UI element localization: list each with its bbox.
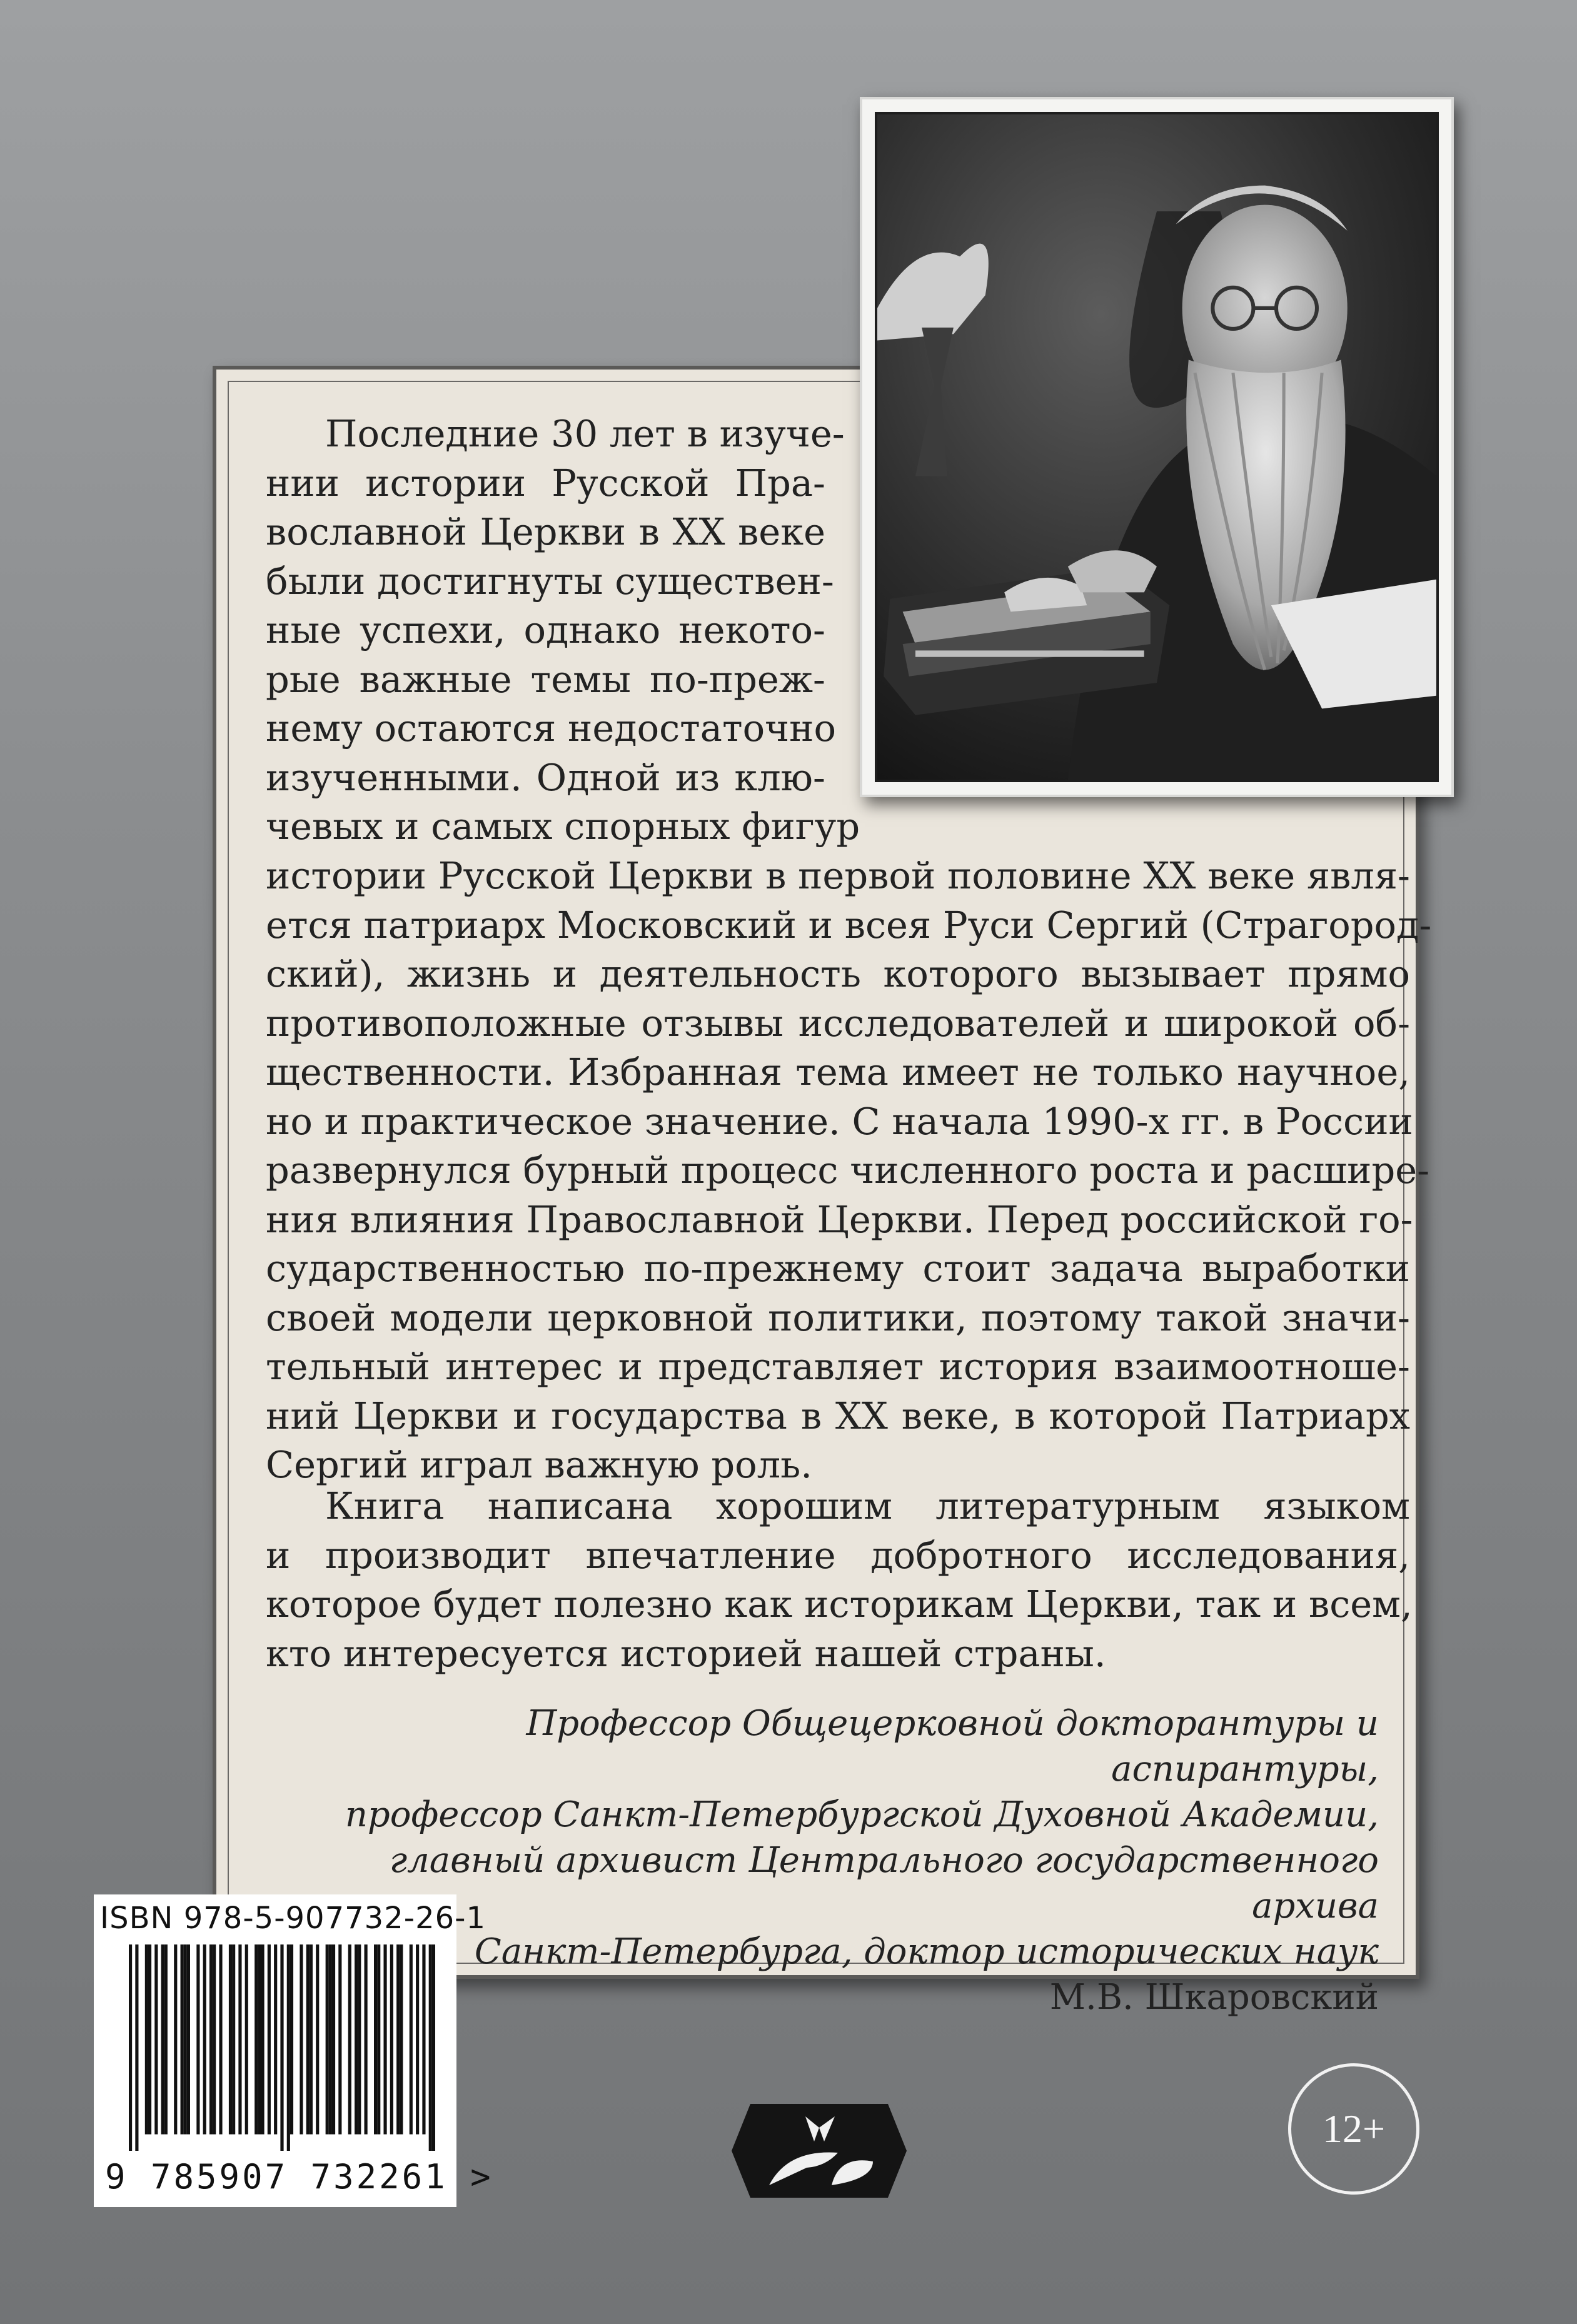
barcode-bar bbox=[258, 1944, 261, 2135]
barcode-bar bbox=[348, 1944, 351, 2135]
author-name: М.В. Шкаровский bbox=[1049, 1977, 1379, 2018]
text-line: истории Русской Церкви в первой половине XX веке явля- bbox=[266, 854, 1410, 897]
barcode-bar bbox=[329, 1944, 332, 2135]
barcode-bar bbox=[365, 1944, 368, 2135]
barcode-bar bbox=[287, 1944, 290, 2151]
text-line: своей модели церковной политики, поэтому такой значи- bbox=[266, 1295, 1410, 1339]
text-line: которое будет полезно как историкам Церкви, так и всем, bbox=[266, 1582, 1413, 1626]
barcode-bar bbox=[326, 1944, 329, 2135]
text-line: щественности. Избранная тема имеет не только научное, bbox=[266, 1050, 1410, 1094]
barcode-bar bbox=[238, 1944, 241, 2135]
barcode-bar bbox=[290, 1944, 293, 2135]
text-line: были достигнуты существен- bbox=[266, 559, 834, 603]
text-line: кто интересуется историей нашей страны. bbox=[266, 1631, 1106, 1675]
signature-line: профессор Санкт-Петербургской Духовной Академии, bbox=[345, 1794, 1379, 1835]
barcode-bar bbox=[400, 1944, 403, 2135]
barcode-bar bbox=[383, 1944, 386, 2135]
barcode-bar bbox=[181, 1944, 184, 2135]
barcode-bar bbox=[306, 1944, 310, 2135]
text-line: вославной Церкви в XX веке bbox=[266, 510, 825, 553]
barcode-bar bbox=[432, 1944, 435, 2151]
barcode-bar bbox=[358, 1944, 361, 2135]
text-line: Сергий играл важную роль. bbox=[266, 1443, 813, 1486]
text-line: Книга написана хорошим литературным языком bbox=[325, 1484, 1410, 1527]
barcode-bar bbox=[338, 1944, 341, 2135]
signature-line: Санкт-Петербурга, доктор исторических наук bbox=[474, 1931, 1379, 1972]
barcode-bars bbox=[129, 1944, 435, 2151]
barcode-bar bbox=[429, 1944, 432, 2151]
barcode-bar bbox=[196, 1944, 199, 2135]
barcode-bar bbox=[374, 1944, 377, 2135]
text-line: и производит впечатление добротного исследования, bbox=[266, 1533, 1410, 1577]
barcode-bar bbox=[254, 1944, 258, 2135]
barcode-bar bbox=[232, 1944, 235, 2135]
text-line: ний Церкви и государства в XX веке, в которой Патриарх bbox=[266, 1394, 1410, 1437]
isbn-label: ISBN 978-5-907732-26-1 bbox=[100, 1901, 486, 1936]
isbn-barcode bbox=[94, 1894, 493, 2207]
barcode-bar bbox=[203, 1944, 206, 2135]
text-line: чевых и самых спорных фигур bbox=[266, 805, 860, 848]
barcode-bar bbox=[416, 1944, 419, 2135]
text-line: ется патриарх Московский и всея Руси Сергий (Страгород- bbox=[266, 903, 1432, 947]
text-line: ния влияния Православной Церкви. Перед российской го- bbox=[266, 1197, 1413, 1241]
text-line: сударственностью по-прежнему стоит задача выработки bbox=[266, 1247, 1410, 1290]
barcode-bar bbox=[187, 1944, 190, 2135]
text-line: ные успехи, однако некото- bbox=[266, 608, 825, 651]
age-rating-badge: 12+ bbox=[1288, 2063, 1419, 2195]
barcode-bar bbox=[219, 1944, 222, 2135]
barcode-bar bbox=[245, 1944, 248, 2135]
barcode-bar bbox=[332, 1944, 335, 2135]
text-line: тельный интерес и представляет история взаимоотноше- bbox=[266, 1345, 1410, 1388]
barcode-bar bbox=[229, 1944, 232, 2135]
portrait-photo-frame bbox=[860, 97, 1454, 797]
text-line: изученными. Одной из клю- bbox=[266, 755, 825, 799]
text-line: Последние 30 лет в изуче- bbox=[325, 412, 845, 455]
text-line: противоположные отзывы исследователей и широкой об- bbox=[266, 1001, 1410, 1045]
barcode-bar bbox=[268, 1944, 271, 2135]
text-line: нему остаются недостаточно bbox=[266, 707, 836, 750]
barcode-bar bbox=[422, 1944, 425, 2135]
barcode-bar bbox=[209, 1944, 213, 2135]
barcode-bar bbox=[261, 1944, 264, 2135]
barcode-bar bbox=[184, 1944, 187, 2135]
barcode-bar bbox=[135, 1944, 138, 2151]
barcode-bar bbox=[316, 1944, 319, 2135]
portrait-photo bbox=[875, 112, 1439, 782]
barcode-bar bbox=[274, 1944, 277, 2135]
barcode-bar bbox=[390, 1944, 393, 2135]
review-paragraph-2 bbox=[266, 1482, 1413, 1678]
review-paragraph-1-wide bbox=[266, 852, 1432, 1490]
barcode-bar bbox=[145, 1944, 148, 2135]
barcode-bar bbox=[174, 1944, 177, 2135]
barcode-bar bbox=[213, 1944, 216, 2135]
barcode-bar bbox=[161, 1944, 164, 2135]
barcode-bar bbox=[410, 1944, 413, 2135]
barcode-bar bbox=[300, 1944, 303, 2135]
barcode-bar bbox=[129, 1944, 132, 2151]
portrait-photo-image bbox=[877, 114, 1436, 780]
barcode-bar bbox=[164, 1944, 168, 2135]
barcode-bar bbox=[355, 1944, 358, 2135]
text-line: но и практическое значение. С начала 1990-х гг. в России bbox=[266, 1099, 1413, 1143]
barcode-digits: 9 785907 732261 > bbox=[105, 2157, 493, 2196]
barcode-bar bbox=[280, 1944, 283, 2151]
barcode-bar bbox=[377, 1944, 380, 2135]
barcode-bar bbox=[154, 1944, 158, 2135]
review-paragraph-1-narrow bbox=[266, 410, 860, 852]
barcode-bar bbox=[396, 1944, 400, 2135]
barcode-bar bbox=[148, 1944, 151, 2135]
barcode-bar bbox=[310, 1944, 313, 2135]
signature-line: Профессор Общецерковной докторантуры и аспирантуры, bbox=[526, 1703, 1379, 1789]
text-line: развернулся бурный процесс численного роста и расшире- bbox=[266, 1149, 1430, 1192]
text-line: ский), жизнь и деятельность которого вызывает прямо bbox=[266, 952, 1410, 995]
text-line: нии истории Русской Пра- bbox=[266, 461, 825, 505]
publisher-logo-icon bbox=[725, 2091, 913, 2210]
signature-line: главный архивист Центрального государственного архива bbox=[389, 1840, 1379, 1926]
text-line: рые важные темы по-преж- bbox=[266, 657, 825, 701]
